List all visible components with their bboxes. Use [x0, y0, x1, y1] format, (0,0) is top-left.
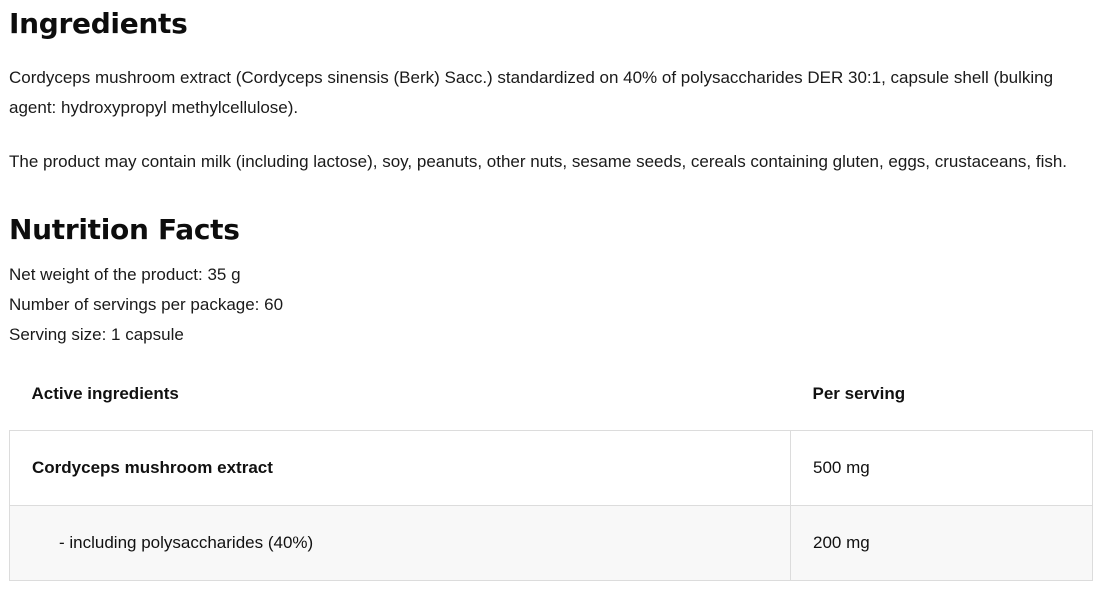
column-header-active-ingredients: Active ingredients	[10, 358, 791, 431]
ingredient-name: - including polysaccharides (40%)	[10, 506, 791, 581]
net-weight: Net weight of the product: 35 g	[9, 265, 241, 284]
ingredients-text: Cordyceps mushroom extract (Cordyceps sinensis (Berk) Sacc.) standardized on 40% of polysaccharides DER 30:1, capsule shell (bulking agent: hydroxypropyl methylcellulose).	[9, 68, 1054, 117]
ingredient-amount: 500 mg	[791, 431, 1093, 506]
ingredient-amount: 200 mg	[791, 506, 1093, 581]
table-row	[10, 506, 1093, 581]
nutrition-summary	[9, 260, 1100, 350]
nutrition-facts-heading: Nutrition Facts	[9, 213, 240, 246]
ingredients-heading: Ingredients	[9, 7, 188, 40]
allergen-text: The product may contain milk (including lactose), soy, peanuts, other nuts, sesame seeds, cereals containing gluten, eggs, crustaceans, fish.	[9, 152, 1068, 171]
serving-size: Serving size: 1 capsule	[9, 325, 184, 344]
table-row	[10, 431, 1093, 506]
ingredient-name: Cordyceps mushroom extract	[10, 431, 791, 506]
column-header-per-serving: Per serving	[791, 358, 1093, 431]
nutrition-table	[9, 358, 1093, 581]
servings-per-package: Number of servings per package: 60	[9, 295, 284, 314]
table-header-row	[10, 358, 1093, 431]
